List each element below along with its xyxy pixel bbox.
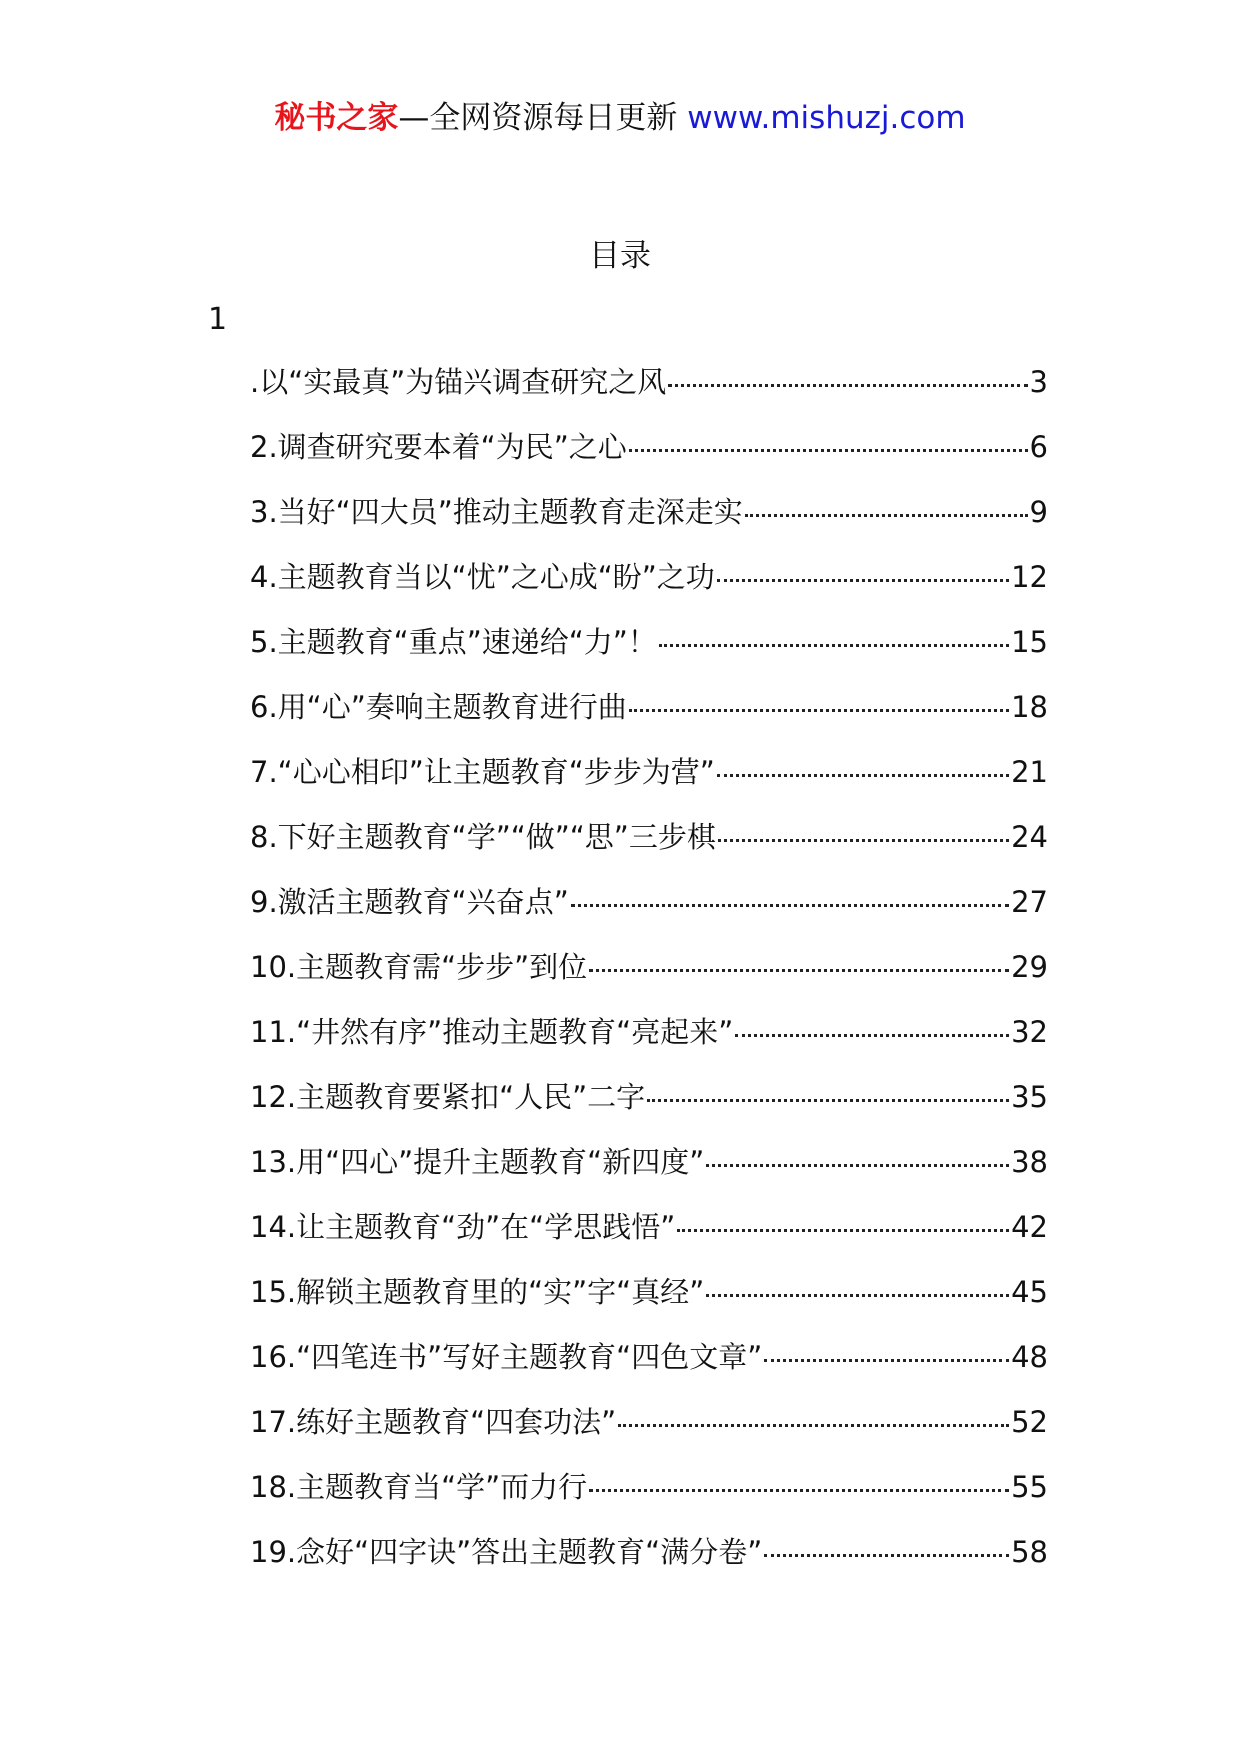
toc-entry-title: 12.主题教育要紧扣“人民”二字 [250,1080,646,1114]
toc-entry-title: 10.主题教育需“步步”到位 [250,950,588,984]
dot-leader [745,514,1028,517]
toc-entry-title: 11.“井然有序”推动主题教育“亮起来” [250,1015,734,1049]
toc-entry-title: 2.调查研究要本着“为民”之心 [250,430,627,464]
toc-entry-title: 14.让主题教育“劲”在“学思践悟” [250,1210,676,1244]
toc-entry-title: 8.下好主题教育“学”“做”“思”三步棋 [250,820,716,854]
toc-entry-page: 38 [1011,1145,1048,1179]
toc-entry-title: 13.用“四心”提升主题教育“新四度” [250,1145,705,1179]
dot-leader [706,1164,1009,1167]
site-url-link[interactable]: www.mishuzj.com [687,100,966,136]
toc-entry-title: 19.念好“四字诀”答出主题教育“满分卷” [250,1535,763,1569]
toc-entry[interactable] [250,882,1048,947]
toc-entry-title: 5.主题教育“重点”速递给“力”！ [250,625,657,659]
toc-entry[interactable] [250,1467,1048,1532]
page-header [0,98,1240,138]
toc-entry[interactable] [250,1077,1048,1142]
dot-leader [589,969,1009,972]
dot-leader [717,579,1009,582]
toc-entry-title: 6.用“心”奏响主题教育进行曲 [250,690,627,724]
dot-leader [571,904,1009,907]
toc-entry[interactable] [250,1402,1048,1467]
toc-entry-page: 42 [1011,1210,1048,1244]
dot-leader [629,449,1028,452]
toc-level-number: 1 [208,302,228,337]
toc-entry[interactable] [250,1337,1048,1402]
dot-leader [718,839,1009,842]
dot-leader [647,1099,1009,1102]
toc-entry-title: 3.当好“四大员”推动主题教育走深走实 [250,495,743,529]
toc-entry-page: 48 [1011,1340,1048,1374]
toc-entry-page: 15 [1011,625,1048,659]
toc-entry-page: 27 [1011,885,1048,919]
toc-entry-title: 18.主题教育当“学”而力行 [250,1470,588,1504]
toc-entry-title: 16.“四笔连书”写好主题教育“四色文章” [250,1340,763,1374]
toc-entry-page: 52 [1011,1405,1048,1439]
toc-entry[interactable] [250,622,1048,687]
toc-entry-page: 24 [1011,820,1048,854]
dot-leader [764,1359,1009,1362]
toc-entry[interactable] [250,1272,1048,1337]
toc-entry-title: .以“实最真”为锚兴调查研究之风 [250,365,667,399]
toc-entry-title: 9.激活主题教育“兴奋点” [250,885,569,919]
dot-leader [659,644,1009,647]
toc-entry[interactable] [250,492,1048,557]
toc-entry-title: 4.主题教育当以“忧”之心成“盼”之功 [250,560,715,594]
toc-entry[interactable] [250,947,1048,1012]
toc-list [250,362,1048,1597]
toc-entry[interactable] [250,427,1048,492]
dot-leader [618,1424,1009,1427]
toc-entry-page: 55 [1011,1470,1048,1504]
toc-title: 目录 [589,238,651,274]
toc-entry-page: 12 [1011,560,1048,594]
dot-leader [677,1229,1009,1232]
toc-entry[interactable] [250,1532,1048,1597]
dot-leader [668,384,1027,387]
toc-entry-title: 7.“心心相印”让主题教育“步步为营” [250,755,715,789]
dot-leader [764,1554,1009,1557]
toc-entry[interactable] [250,752,1048,817]
toc-entry[interactable] [250,1207,1048,1272]
toc-entry-page: 18 [1011,690,1048,724]
toc-entry[interactable] [250,687,1048,752]
toc-entry-page: 35 [1011,1080,1048,1114]
dot-leader [735,1034,1009,1037]
dot-leader [706,1294,1009,1297]
toc-entry-title: 15.解锁主题教育里的“实”字“真经” [250,1275,705,1309]
header-tagline: —全网资源每日更新 [398,100,688,136]
dot-leader [629,709,1009,712]
dot-leader [717,774,1009,777]
toc-entry[interactable] [250,1142,1048,1207]
toc-entry-page: 9 [1029,495,1048,529]
toc-entry-page: 32 [1011,1015,1048,1049]
toc-entry-page: 6 [1029,430,1048,464]
toc-entry-page: 45 [1011,1275,1048,1309]
toc-entry-page: 58 [1011,1535,1048,1569]
toc-entry[interactable] [250,817,1048,882]
toc-entry[interactable] [250,557,1048,622]
dot-leader [589,1489,1009,1492]
toc-entry-page: 29 [1011,950,1048,984]
toc-entry[interactable] [250,362,1048,427]
brand-name: 秘书之家 [274,100,399,136]
toc-entry-page: 21 [1011,755,1048,789]
toc-entry-title: 17.练好主题教育“四套功法” [250,1405,617,1439]
toc-entry[interactable] [250,1012,1048,1077]
toc-entry-page: 3 [1029,365,1048,399]
